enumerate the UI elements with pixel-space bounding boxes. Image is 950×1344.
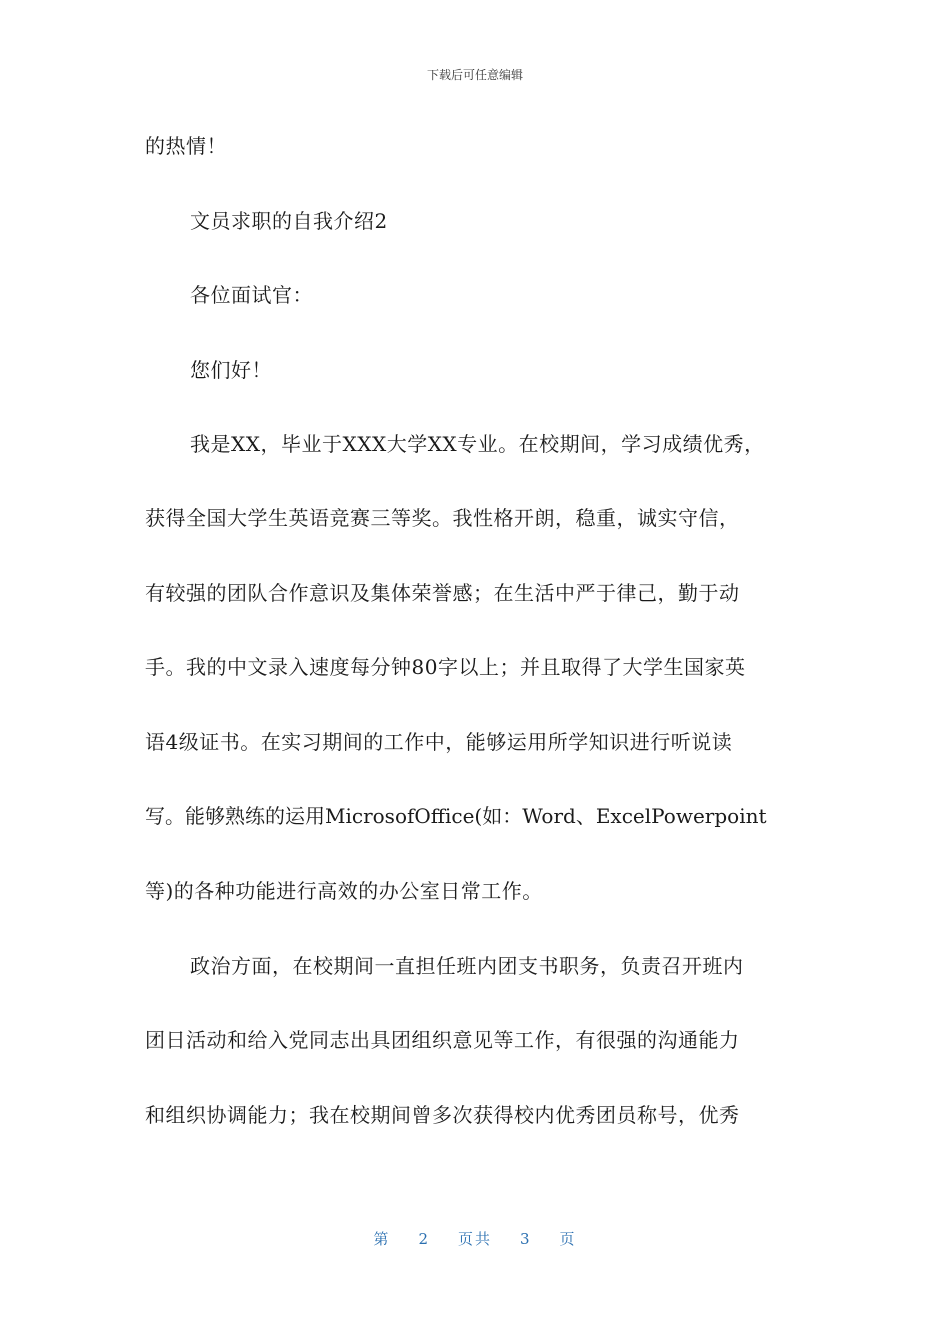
paragraph-line: 有较强的团队合作意识及集体荣誉感；在生活中严于律己，勤于动 (145, 581, 740, 605)
footer-suffix: 页 (559, 1230, 577, 1248)
paragraph-line: 写。能够熟练的运用MicrosofOffice(如：Word、ExcelPowerpoint (145, 804, 767, 828)
footer-total-pages: 3 (520, 1230, 532, 1248)
paragraph-line: 团日活动和给入党同志出具团组织意见等工作，有很强的沟通能力 (145, 1028, 740, 1052)
paragraph-line: 我是XX，毕业于XXX大学XX专业。在校期间，学习成绩优秀， (190, 432, 765, 456)
paragraph-line: 获得全国大学生英语竞赛三等奖。我性格开朗，稳重，诚实守信， (145, 506, 740, 530)
footer-prefix: 第 (373, 1230, 391, 1248)
paragraph-line: 语4级证书。在实习期间的工作中，能够运用所学知识进行听说读 (145, 730, 733, 754)
footer-page-number: 2 (418, 1230, 430, 1248)
section-heading: 文员求职的自我介绍2 (190, 209, 388, 233)
paragraph-line: 和组织协调能力；我在校期间曾多次获得校内优秀团员称号，优秀 (145, 1103, 740, 1127)
paragraph-line: 政治方面，在校期间一直担任班内团支书职务，负责召开班内 (190, 954, 744, 978)
footer-mid: 页共 (457, 1230, 492, 1248)
paragraph-line: 手。我的中文录入速度每分钟80字以上；并且取得了大学生国家英 (145, 655, 746, 679)
greeting-line: 各位面试官： (190, 283, 313, 307)
page-footer (0, 1228, 950, 1249)
header-note: 下载后可任意编辑 (426, 68, 523, 82)
paragraph-line: 等)的各种功能进行高效的办公室日常工作。 (145, 879, 543, 903)
greeting-line: 您们好！ (190, 358, 272, 382)
text-line: 的热情！ (145, 134, 227, 158)
